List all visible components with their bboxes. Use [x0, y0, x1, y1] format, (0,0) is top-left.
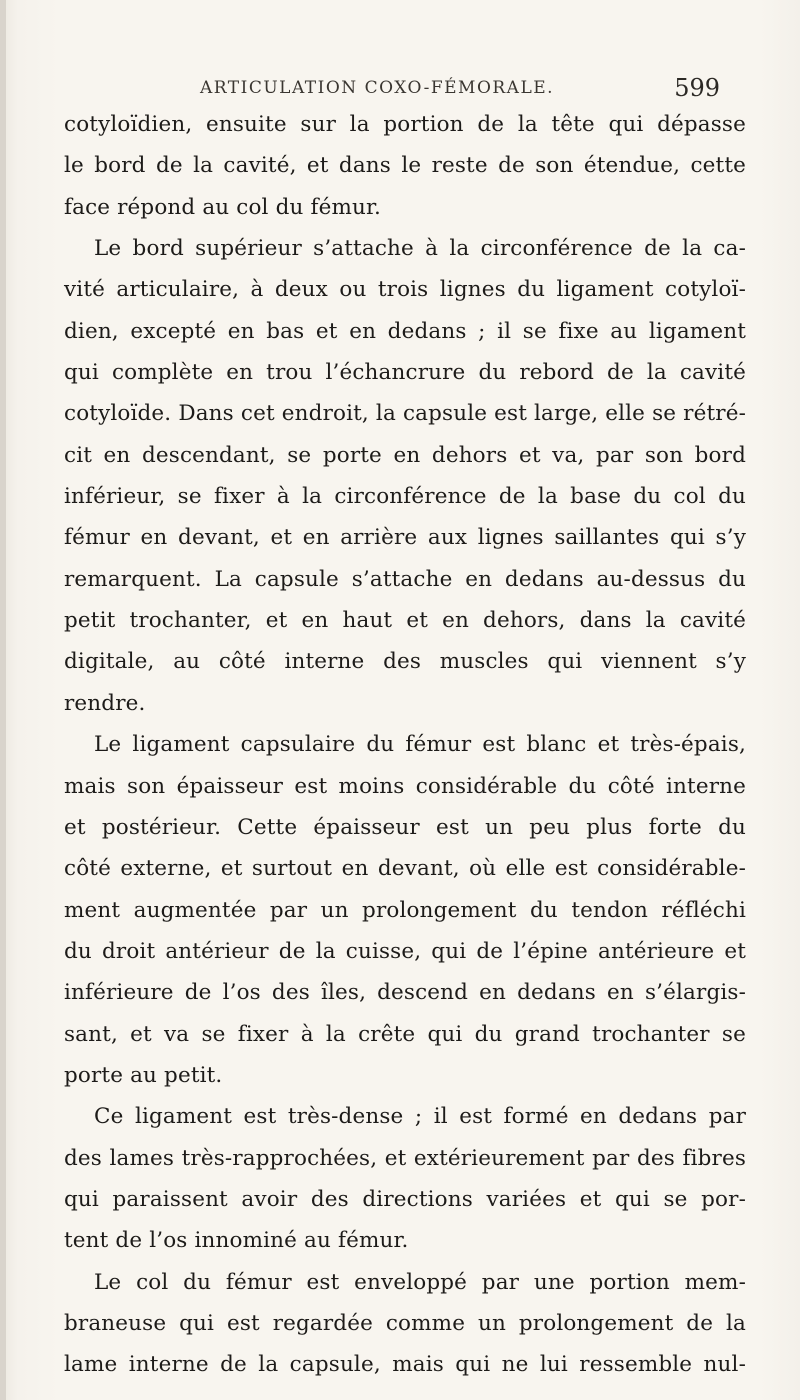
- text-line: petit trochanter, et en haut et en dehors, dans la cavité: [64, 608, 746, 634]
- text-line: des lames très-rapprochées, et extérieurement par des fibres: [64, 1145, 746, 1171]
- page-header: [0, 70, 800, 104]
- text-line: digitale, au côté interne des muscles qui viennent s’y: [64, 649, 746, 675]
- text-line: face répond au col du fémur.: [64, 194, 382, 220]
- text-line: rendre.: [64, 690, 146, 716]
- text-line: vité articulaire, à deux ou trois lignes du ligament cotyloï-: [64, 277, 746, 303]
- running-head: ARTICULATION COXO-FÉMORALE.: [200, 78, 555, 98]
- text-line: sant, et va se fixer à la crête qui du grand trochanter se: [64, 1021, 746, 1047]
- text-line: fémur en devant, et en arrière aux lignes saillantes qui s’y: [64, 525, 746, 551]
- text-line: tent de l’os innominé au fémur.: [64, 1228, 409, 1254]
- page-edge-shadow: [0, 0, 6, 1400]
- text-line: qui paraissent avoir des directions variées et qui se por-: [64, 1186, 746, 1212]
- text-line: braneuse qui est regardée comme un prolongement de la: [64, 1310, 746, 1336]
- text-line: Le bord supérieur s’attache à la circonférence de la ca-: [94, 236, 746, 262]
- text-line: cotyloïdien, ensuite sur la portion de la tête qui dépasse: [64, 112, 746, 137]
- text-line: et postérieur. Cette épaisseur est un peu plus forte du: [64, 814, 746, 840]
- text-line: porte au petit.: [64, 1062, 223, 1088]
- page-number: 599: [674, 74, 720, 102]
- text-line: cit en descendant, se porte en dehors et va, par son bord: [64, 442, 746, 468]
- text-line: qui complète en trou l’échancrure du rebord de la cavité: [64, 360, 746, 386]
- text-line: remarquent. La capsule s’attache en dedans au-dessus du: [64, 566, 746, 592]
- text-line: cotyloïde. Dans cet endroit, la capsule est large, elle se rétré-: [64, 401, 746, 427]
- text-line: Le ligament capsulaire du fémur est blanc et très-épais,: [94, 732, 746, 758]
- text-line: Le col du fémur est enveloppé par une portion mem-: [94, 1269, 746, 1295]
- text-line: ment augmentée par un prolongement du tendon réfléchi: [64, 897, 746, 923]
- body-text: [64, 104, 746, 1386]
- text-line: du droit antérieur de la cuisse, qui de l’épine antérieure et: [64, 938, 746, 964]
- text-line: Ce ligament est très-dense ; il est formé en dedans par: [94, 1104, 746, 1130]
- text-line: inférieure de l’os des îles, descend en dedans en s’élargis-: [64, 980, 746, 1006]
- text-line: dien, excepté en bas et en dedans ; il se fixe au ligament: [64, 318, 746, 344]
- text-line: le bord de la cavité, et dans le reste de son étendue, cette: [64, 153, 746, 179]
- text-line: lame interne de la capsule, mais qui ne lui ressemble nul-: [64, 1352, 746, 1378]
- text-line: côté externe, et surtout en devant, où elle est considérable-: [64, 856, 746, 882]
- text-line: inférieur, se fixer à la circonférence de la base du col du: [64, 484, 746, 510]
- text-line: mais son épaisseur est moins considérable du côté interne: [64, 773, 746, 799]
